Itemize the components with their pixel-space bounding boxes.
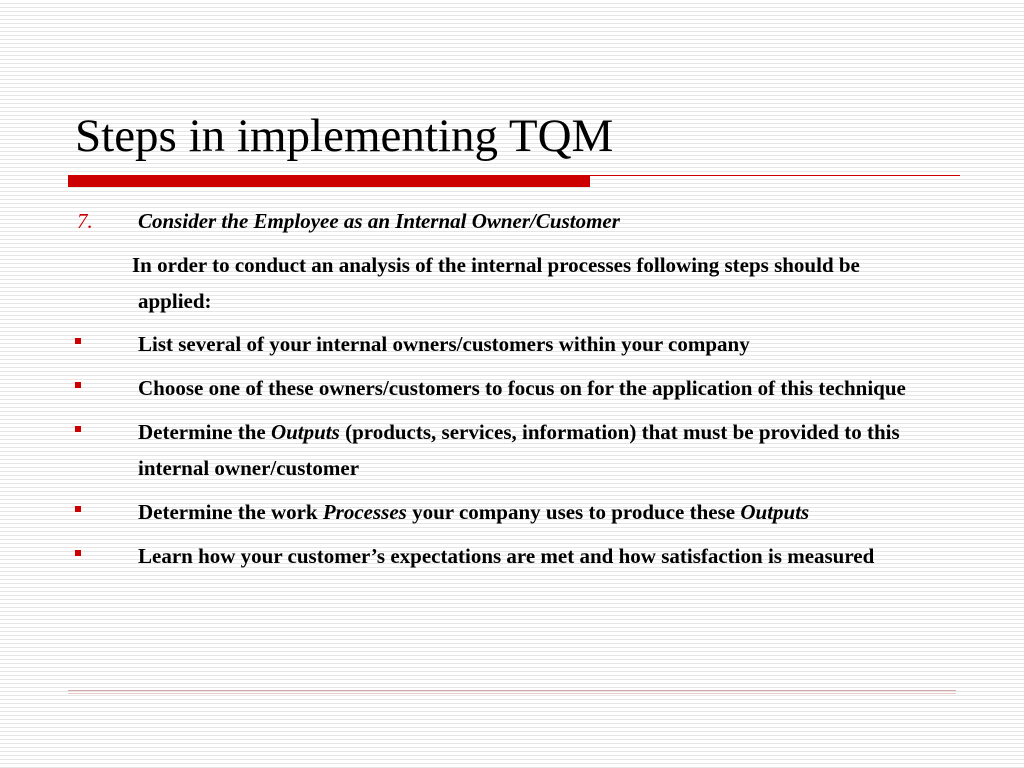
- square-bullet-icon: [75, 506, 81, 512]
- square-bullet-icon: [75, 338, 81, 344]
- step-number: 7.: [77, 209, 93, 233]
- bullet-emphasis: Processes: [322, 500, 407, 524]
- bullet-emphasis-end: Outputs: [740, 500, 810, 524]
- footer-divider: [68, 690, 956, 694]
- bullet-text: Learn how your customer’s expectations are met and how satisfaction is measured: [138, 544, 875, 568]
- bullet-text-start: Determine the: [138, 420, 271, 444]
- bullet-text-middle: your company uses to produce these: [406, 500, 741, 524]
- bullet-text: List several of your internal owners/customers within your company: [138, 332, 750, 356]
- square-bullet-icon: [75, 426, 81, 432]
- bullet-item-determine-processes: [0, 494, 938, 530]
- square-bullet-icon: [75, 382, 81, 388]
- bullet-item-learn-expectations: [0, 538, 938, 574]
- bullet-item-determine-outputs: [0, 414, 938, 486]
- bullet-text-start: Determine the work: [138, 500, 323, 524]
- bullet-text: Choose one of these owners/customers to focus on for the application of this technique: [138, 376, 906, 400]
- bullet-item-list-owners: [0, 326, 938, 362]
- bullet-item-choose-owner: [0, 370, 938, 406]
- title-underline-bar: [68, 175, 590, 187]
- slide-title: Steps in implementing TQM: [75, 110, 614, 162]
- square-bullet-icon: [75, 550, 81, 556]
- bullet-emphasis: Outputs: [270, 420, 340, 444]
- title-underline-line: [590, 175, 960, 176]
- intro-paragraph: In order to conduct an analysis of the internal processes following steps should be applied:: [132, 253, 860, 313]
- bullet-list: [0, 326, 1024, 582]
- bullet-text-end: (products, services, information) that must be provided to this internal owner/customer: [138, 420, 900, 480]
- step-heading-row: [0, 203, 1024, 239]
- step-heading: Consider the Employee as an Internal Owner/Customer: [138, 209, 620, 233]
